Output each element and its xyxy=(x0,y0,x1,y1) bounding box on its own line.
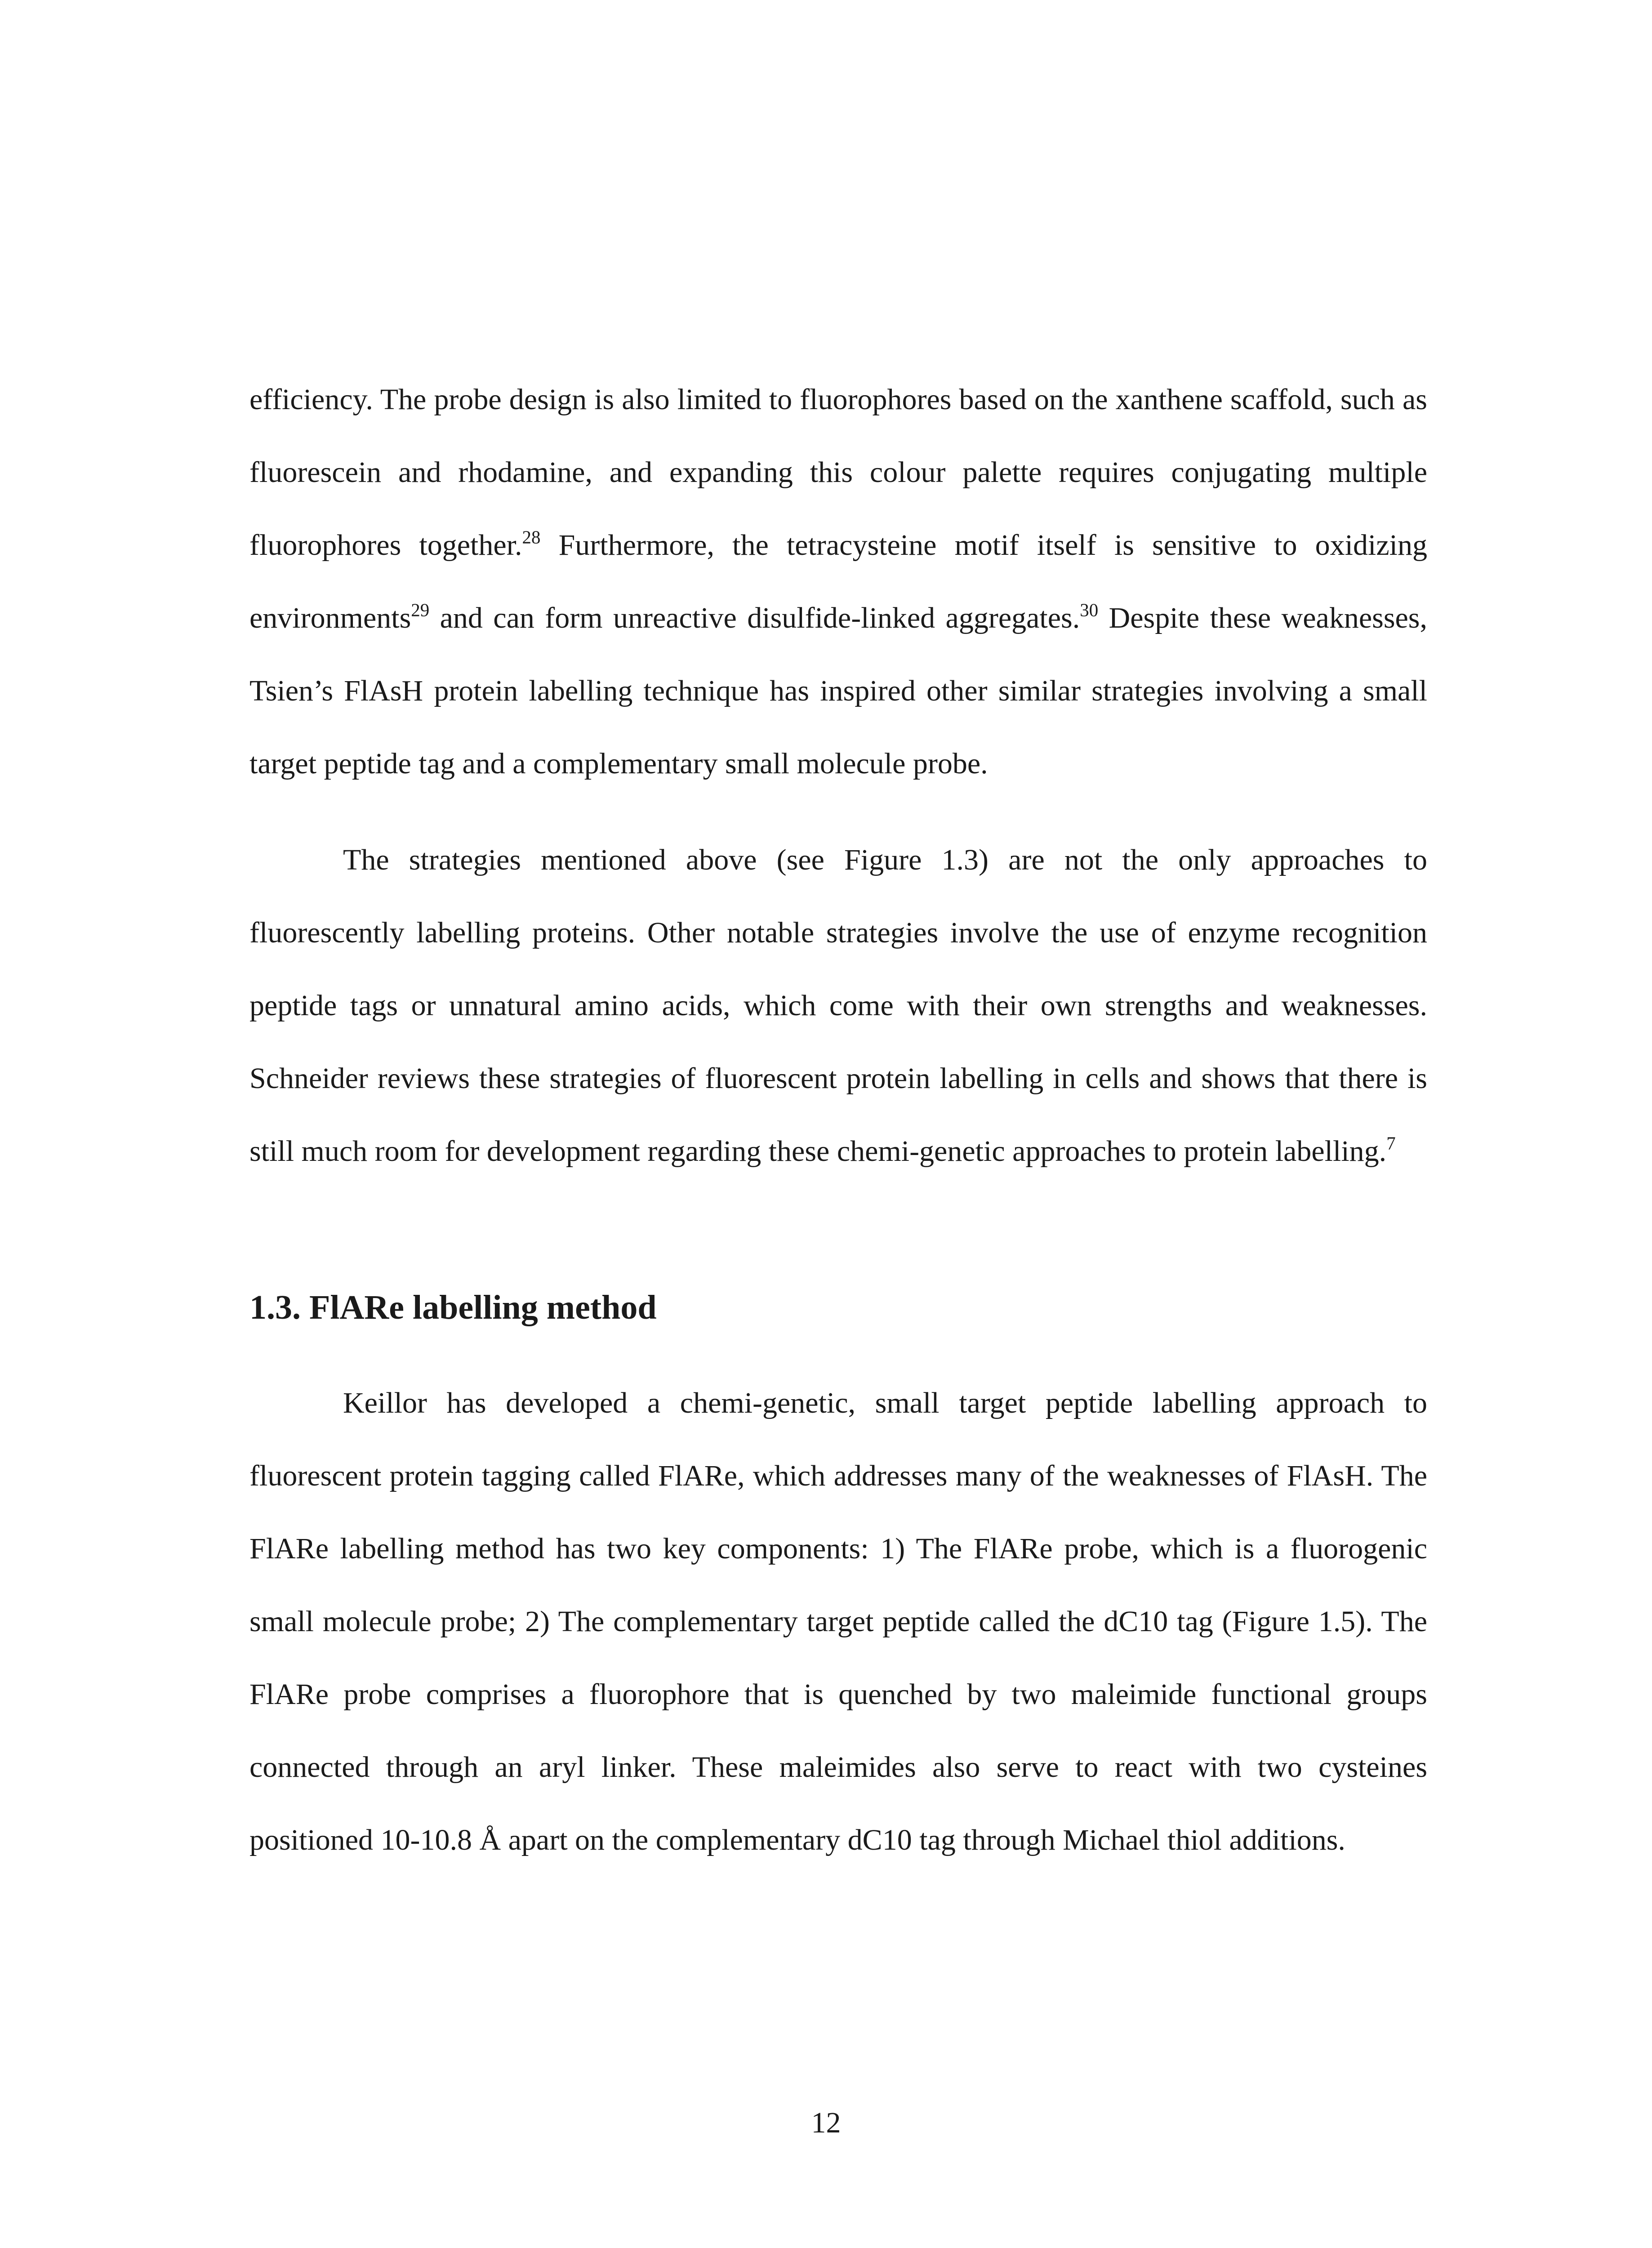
section-heading: 1.3. FlARe labelling method xyxy=(249,1289,657,1326)
paragraph-text: Furthermore, the tetracysteine motif itself is sensitive to oxidizing environments xyxy=(249,529,1427,634)
page-number: 12 xyxy=(811,2106,841,2139)
citation-superscript: 28 xyxy=(522,527,541,548)
paragraph-text: and can form unreactive disulfide-linked aggregates. xyxy=(429,602,1080,634)
paragraph-flash-weaknesses xyxy=(249,363,1427,800)
paragraph-other-strategies xyxy=(249,824,1427,1188)
paragraph-text: Keillor has developed a chemi-genetic, small target peptide labelling approach to fluorescent protein tagging called FlARe, which addresses many of the weaknesses of FlAsH. The FlARe labelling method has two key components: 1) The FlARe probe, which is a fluorogenic small molecule probe; 2) The complementary target peptide called the dC10 tag (Figure 1.5). The FlARe probe comprises a fluorophore that is quenched by two maleimide functional groups connected through an aryl linker. These maleimides also serve to react with two cysteines positioned 10-10.8 Å apart on the complementary dC10 tag through Michael thiol additions. xyxy=(249,1387,1427,1856)
paragraph-text: Despite these weaknesses, Tsien’s FlAsH protein labelling technique has inspired other similar strategies involving a small target peptide tag and a complementary small molecule probe. xyxy=(249,602,1427,780)
paragraph-text: efficiency. The probe design is also limited to fluorophores based on the xanthene scaffold, such as fluorescein and rhodamine, and expanding this colour palette requires conjugating multiple fluorophores together. xyxy=(249,383,1427,562)
citation-superscript: 29 xyxy=(411,600,430,620)
citation-superscript: 7 xyxy=(1386,1133,1396,1154)
paragraph-text: The strategies mentioned above (see Figure 1.3) are not the only approaches to fluorescently labelling proteins. Other notable strategies involve the use of enzyme recognition peptide tags or unnatural amino acids, which come with their own strengths and weaknesses. Schneider reviews these strategies of fluorescent protein labelling in cells and shows that there is still much room for development regarding these chemi-genetic approaches to protein labelling. xyxy=(249,843,1427,1168)
paragraph-flare-method xyxy=(249,1367,1427,1877)
citation-superscript: 30 xyxy=(1080,600,1099,620)
